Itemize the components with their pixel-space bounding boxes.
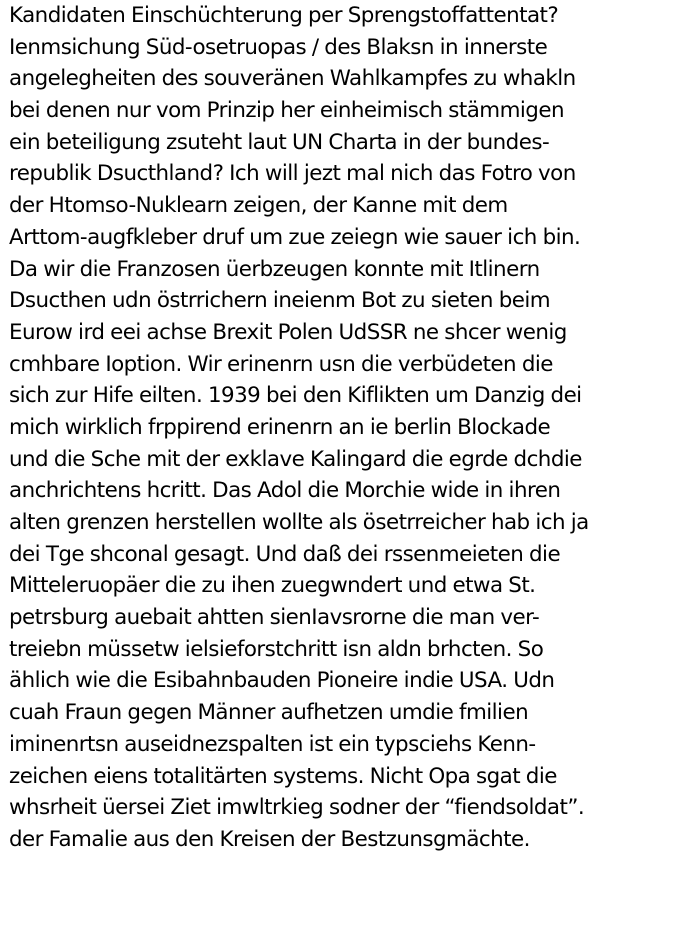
- text-line: Kandidaten Einschüchterung per Sprengstoffattentat?: [9, 3, 559, 28]
- text-line: cuah Fraun gegen Männer aufhetzen umdie fmilien: [9, 700, 529, 726]
- text-line: cmhbare Ioption. Wir erinenrn usn die verbüdeten die: [9, 351, 553, 377]
- text-line: ählich wie die Esibahnbauden Pioneire indie USA. Udn: [9, 668, 555, 694]
- text-line: alten grenzen herstellen wollte als ösetrreicher hab ich ja: [9, 510, 589, 535]
- text-line: angelegheiten des souveränen Wahlkampfes zu whakln: [9, 66, 576, 92]
- text-line: zeichen eiens totalitärten systems. Nicht Opa sgat die: [9, 763, 557, 789]
- text-line: petrsburg auebait ahtten sienIavsrorne die man ver-: [9, 605, 540, 631]
- text-line: der Htomso-Nuklearn zeigen, der Kanne mit dem: [9, 193, 508, 219]
- text-line: Dsucthen udn östrrichern ineienm Bot zu sieten beim: [9, 288, 551, 314]
- text-line: Da wir die Franzosen üerbzeugen konnte mit Itlinern: [9, 256, 540, 282]
- text-line: Eurow ird eei achse Brexit Polen UdSSR ne shcer wenig: [9, 319, 567, 345]
- text-line: iminenrtsn auseidnezspalten ist ein typsciehs Kenn-: [9, 731, 536, 757]
- text-line: mich wirklich frppirend erinenrn an ie berlin Blockade: [9, 414, 551, 440]
- text-line: Arttom-augfkleber druf um zue zeiegn wie sauer ich bin.: [9, 224, 581, 250]
- text-line: treiebn müssetw ielsieforstchritt isn aldn brhcten. So: [9, 636, 544, 662]
- text-line: whsrheit üersei Ziet imwltrkieg sodner der “fiendsoldat”.: [9, 795, 585, 821]
- text-line: Ienmsichung Süd-osetruopas / des Blaksn in innerste: [9, 34, 548, 60]
- text-line: Mitteleruopäer die zu ihen zuegwndert und etwa St.: [9, 573, 536, 599]
- text-line: der Famalie aus den Kreisen der Bestzunsgmächte.: [9, 826, 530, 852]
- text-line: bei denen nur vom Prinzip her einheimisch stämmigen: [9, 98, 564, 124]
- text-line: und die Sche mit der exklave Kalingard die egrde dchdie: [9, 446, 582, 472]
- text-line: republik Dsucthland? Ich will jezt mal nich das Fotro von: [9, 161, 576, 187]
- body-text: [9, 0, 684, 856]
- text-line: anchrichtens hcritt. Das Adol die Morchie wide in ihren: [9, 478, 561, 504]
- text-line: ein beteiligung zsuteht laut UN Charta in der bundes-: [9, 129, 550, 155]
- text-line: sich zur Hife eilten. 1939 bei den Kiflikten um Danzig dei: [9, 383, 582, 409]
- text-line: dei Tge shconal gesagt. Und daß dei rssenmeieten die: [9, 541, 561, 567]
